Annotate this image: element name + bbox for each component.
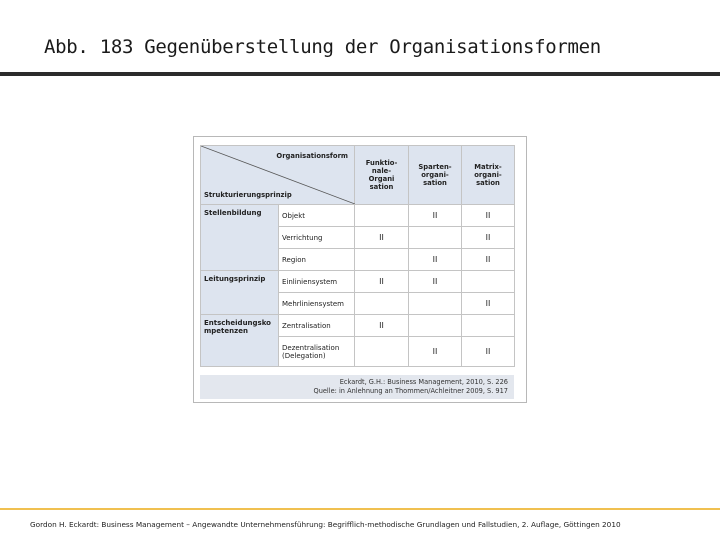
organisationsform-label: Organisationsform (276, 152, 348, 160)
mark-cell (409, 227, 462, 249)
criterion-cell: Mehrliniensystem (279, 293, 355, 315)
mark-cell: II (355, 315, 409, 337)
group-label: Entscheidungsko mpetenzen (201, 315, 279, 367)
mark-cell: II (355, 271, 409, 293)
table-header-row (201, 146, 515, 205)
mark-cell (409, 293, 462, 315)
footer-citation: Gordon H. Eckardt: Business Management – Angewandte Unternehmensführung: Begrifflich-methodische Grundlagen und Fallstudien, 2. Auflage, Göttingen 2010 (30, 520, 621, 529)
table-row (201, 205, 515, 227)
mark-cell: II (409, 205, 462, 227)
column-header-2: Sparten- organi- sation (409, 146, 462, 205)
mark-cell (355, 337, 409, 367)
column-header-3: Matrix- organi- sation (462, 146, 515, 205)
criterion-cell: Einliniensystem (279, 271, 355, 293)
mark-cell: II (462, 205, 515, 227)
mark-cell: II (462, 249, 515, 271)
figure-source (200, 375, 514, 399)
mark-cell: II (409, 271, 462, 293)
criterion-cell: Dezentralisation (Delegation) (279, 337, 355, 367)
mark-cell: II (462, 293, 515, 315)
title-divider (0, 72, 720, 76)
mark-cell (355, 205, 409, 227)
criterion-cell: Verrichtung (279, 227, 355, 249)
mark-cell (409, 315, 462, 337)
comparison-table (200, 145, 515, 367)
mark-cell (462, 271, 515, 293)
group-label: Leitungsprinzip (201, 271, 279, 315)
group-label: Stellenbildung (201, 205, 279, 271)
organization-comparison-figure (193, 136, 527, 403)
source-line-2: Quelle: in Anlehnung an Thommen/Achleitner 2009, S. 917 (313, 387, 508, 395)
mark-cell: II (409, 337, 462, 367)
corner-header-cell (201, 146, 355, 205)
mark-cell (355, 293, 409, 315)
mark-cell: II (462, 337, 515, 367)
table-row (201, 271, 515, 293)
criterion-cell: Region (279, 249, 355, 271)
source-line-1: Eckardt, G.H.: Business Management, 2010, S. 226 (339, 378, 508, 386)
criterion-cell: Zentralisation (279, 315, 355, 337)
mark-cell: II (462, 227, 515, 249)
column-header-1: Funktio- nale- Organi sation (355, 146, 409, 205)
strukturierungsprinzip-label: Strukturierungsprinzip (204, 191, 292, 199)
mark-cell: II (355, 227, 409, 249)
page-title: Abb. 183 Gegenüberstellung der Organisationsformen (44, 36, 601, 58)
mark-cell: II (409, 249, 462, 271)
table-row (201, 315, 515, 337)
criterion-cell: Objekt (279, 205, 355, 227)
footer-divider (0, 508, 720, 510)
mark-cell (355, 249, 409, 271)
mark-cell (462, 315, 515, 337)
